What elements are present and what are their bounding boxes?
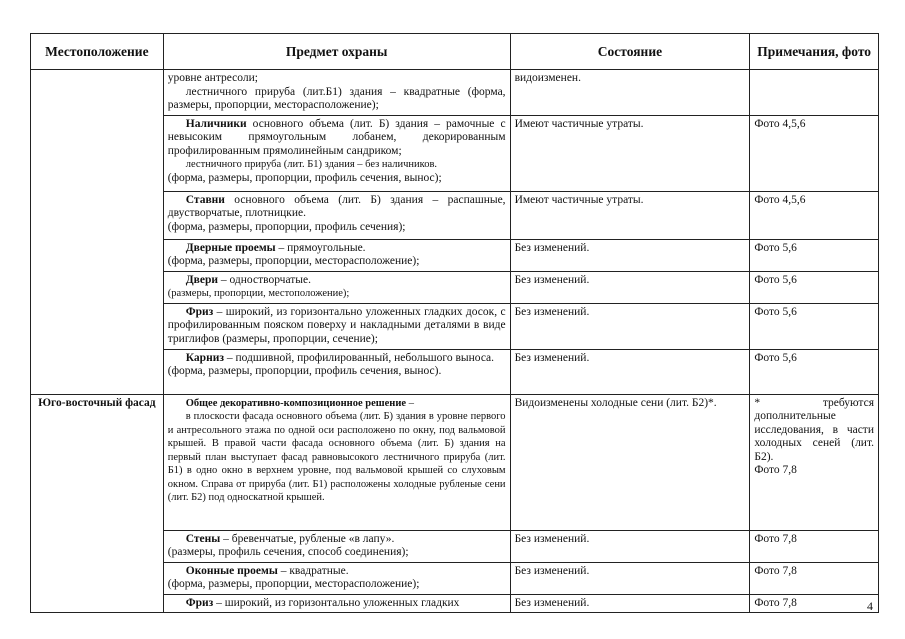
subject-text: – широкий, из горизонтально уложенных гладких досок, с профилированным пояском поверху и накладными деталями в виде триглифов (размеры, пропорции, сечение); (167, 305, 506, 345)
subject-text: (форма, размеры, пропорции, месторасположение); (167, 255, 420, 267)
subject-text: основного объема (лит. Б) здания – распашные, двустворчатые, плотницкие. (167, 193, 506, 219)
subject-text: (форма, размеры, пропорции, профиль сечения); (167, 220, 406, 233)
subject-text: – бревенчатые, рубленые «в лапу». (220, 532, 395, 545)
note-cell (750, 394, 879, 530)
location-cell: Юго-восточный фасад (31, 394, 164, 613)
state-cell: Без изменений. (510, 562, 750, 594)
subject-cell (163, 115, 510, 191)
subject-text: (форма, размеры, пропорции, профиль сечения, вынос); (167, 171, 442, 184)
element-term: Дверные проемы (185, 241, 276, 254)
element-term: Ставни (185, 193, 225, 206)
table-row (31, 394, 879, 530)
state-cell: Без изменений. (510, 271, 750, 303)
header-location: Местоположение (31, 34, 164, 70)
subject-cell (163, 562, 510, 594)
note-cell: Фото 5,6 (750, 303, 879, 349)
subject-text: (размеры, пропорции, местоположение); (167, 288, 350, 299)
subject-text: (форма, размеры, пропорции, месторасположение); (167, 578, 420, 590)
subject-cell (163, 394, 510, 530)
subject-text: – одностворчатые. (218, 273, 311, 286)
state-cell: Видоизменены холодные сени (лит. Б2)*. (510, 394, 750, 530)
state-cell: Имеют частичные утраты. (510, 191, 750, 239)
note-photo: Фото 7,8 (754, 464, 797, 476)
subject-text: уровне антресоли; (167, 72, 258, 84)
subject-text: – широкий, из горизонтально уложенных гладких (213, 596, 460, 609)
protection-table (30, 33, 879, 613)
subject-text: лестничного прируба (лит.Б1) здания – квадратные (форма, размеры, пропорции, месторасположение); (167, 85, 506, 111)
location-cell (31, 70, 164, 395)
subject-text: (размеры, профиль сечения, способ соединения); (167, 546, 409, 558)
subject-cell (163, 349, 510, 394)
state-cell: Без изменений. (510, 530, 750, 562)
element-term: Оконные проемы (185, 564, 278, 577)
note-cell: Фото 5,6 (750, 271, 879, 303)
table-row (31, 70, 879, 116)
note-cell (750, 70, 879, 116)
subject-text: – квадратные. (277, 564, 349, 577)
subject-cell (163, 594, 510, 613)
element-term: Стены (185, 532, 221, 545)
state-cell: Без изменений. (510, 303, 750, 349)
note-text: * требуются дополнительные исследования, в части холодных сеней (лит. Б2). (754, 396, 874, 463)
element-term: Наличники (185, 117, 247, 130)
element-term: Двери (185, 273, 218, 286)
state-cell: Имеют частичные утраты. (510, 115, 750, 191)
note-cell: Фото 5,6 (750, 349, 879, 394)
subject-text: лестничного прируба (лит. Б1) здания – без наличников. (185, 159, 438, 170)
subject-text: (форма, размеры, пропорции, профиль сечения, вынос). (167, 365, 442, 377)
note-cell: Фото 4,5,6 (750, 191, 879, 239)
state-cell: видоизменен. (510, 70, 750, 116)
subject-text: – подшивной, профилированный, небольшого выноса. (223, 351, 495, 364)
table-header-row (31, 34, 879, 70)
element-term: Общее декоративно-композиционное решение (185, 397, 407, 409)
subject-cell (163, 191, 510, 239)
header-notes: Примечания, фото (750, 34, 879, 70)
state-cell: Без изменений. (510, 239, 750, 271)
note-cell: Фото 4,5,6 (750, 115, 879, 191)
element-term: Фриз (185, 305, 214, 318)
subject-text: основного объема (лит. Б) здания – рамочные с невысоким прямоугольным лобанем, декорированным профилированным прямолинейным сандриком; (167, 117, 506, 157)
state-cell: Без изменений. (510, 349, 750, 394)
subject-cell (163, 530, 510, 562)
note-cell: Фото 7,8 (750, 562, 879, 594)
page-number: 4 (867, 599, 873, 613)
header-state: Состояние (510, 34, 750, 70)
state-cell: Без изменений. (510, 594, 750, 613)
subject-text: в плоскости фасада основного объема (лит. Б) здания в уровне первого и антресольного этажа по одной оси расположено по окну, под вальмовой крышей. В правой части фасада основного объема (лит. Б) здания на первый план выступает фасад равновысокого лестничного прируба (лит. Б1) в одно окно в верхнем уровне, под вальмовой крышей со слуховым окном. Справа от прируба (лит. Б1) расположены холодные рубленые сени (лит. Б2) под односкатной крышей. (167, 411, 506, 503)
element-term: Фриз (185, 596, 214, 609)
note-cell: Фото 5,6 (750, 239, 879, 271)
subject-text: – (406, 397, 414, 409)
element-term: Карниз (185, 351, 224, 364)
subject-text: – прямоугольные. (275, 241, 366, 254)
subject-cell (163, 239, 510, 271)
note-cell: Фото 7,8 (750, 594, 879, 613)
header-subject: Предмет охраны (163, 34, 510, 70)
subject-cell (163, 303, 510, 349)
note-cell: Фото 7,8 (750, 530, 879, 562)
subject-cell (163, 271, 510, 303)
subject-cell (163, 70, 510, 116)
